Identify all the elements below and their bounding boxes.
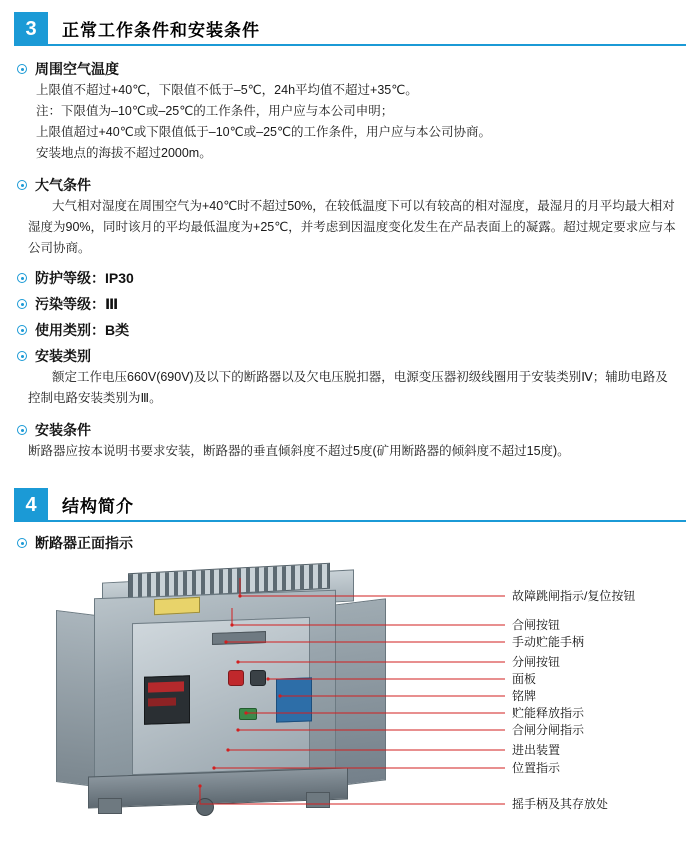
bullet-heading (0, 421, 700, 439)
breaker-foot-right (306, 792, 330, 808)
callout-label: 面板 (512, 672, 537, 686)
bullet-heading-label: 安装类别 (35, 348, 91, 364)
bullet-circle-icon (16, 179, 30, 193)
breaker-open-button (250, 670, 266, 686)
bullet-heading-label: 断路器正面指示 (35, 535, 133, 551)
section-title: 结构简介 (62, 496, 134, 516)
content-block (0, 295, 700, 313)
content-block (0, 347, 700, 409)
section-number: 4 (14, 488, 48, 522)
bullet-circle-icon (16, 537, 30, 551)
breaker-close-button (228, 670, 244, 686)
callout-label: 进出装置 (512, 743, 561, 757)
paragraph: 注：下限值为–10℃或–25℃的工作条件，用户应与本公司申明； (36, 104, 394, 118)
content-block (0, 534, 700, 552)
bullet-heading (0, 347, 700, 365)
bullet-heading-label: 使用类别：B类 (35, 322, 130, 338)
breaker-charging-handle (212, 631, 266, 645)
callout-label: 合闸分闸指示 (512, 723, 585, 737)
breaker-display-readout-secondary (148, 698, 176, 707)
content-block (0, 60, 700, 164)
callout-label: 分闸按钮 (512, 655, 561, 669)
content-block (0, 321, 700, 339)
content-block (0, 421, 700, 462)
content-block (0, 176, 700, 259)
breaker-warning-label (154, 597, 200, 615)
bullet-heading (0, 60, 700, 78)
document-page (0, 12, 700, 867)
breaker-nameplate (276, 677, 312, 722)
callout-label: 合闸按钮 (512, 618, 561, 632)
bullet-heading-label: 周围空气温度 (35, 61, 119, 77)
bullet-circle-icon (16, 324, 30, 338)
section-header-4 (14, 488, 686, 522)
bullet-heading (0, 269, 700, 287)
bullet-heading-label: 防护等级：IP30 (35, 270, 134, 286)
bullet-circle-icon (16, 272, 30, 286)
bullet-heading (0, 534, 700, 552)
bullet-circle-icon (16, 298, 30, 312)
breaker-foot-left (98, 798, 122, 814)
section-title-bar (48, 12, 686, 46)
paragraph: 额定工作电压660V(690V)及以下的断路器以及欠电压脱扣器，电源变压器初级线圈用于安装类别Ⅳ；辅助电路及控制电路安装类别为Ⅲ。 (28, 370, 668, 405)
content-block (0, 269, 700, 287)
section-number: 3 (14, 12, 48, 46)
bullet-heading-label: 安装条件 (35, 422, 91, 438)
bullet-heading (0, 295, 700, 313)
bullet-circle-icon (16, 424, 30, 438)
bullet-circle-icon (16, 63, 30, 77)
breaker-crank-socket (196, 798, 214, 816)
breaker-photo (36, 558, 496, 816)
breaker-display-readout (148, 681, 184, 692)
callout-label: 铭牌 (512, 689, 537, 703)
paragraph: 上限值不超过+40℃，下限值不低于–5℃，24h平均值不超过+35℃。 (36, 83, 418, 97)
callout-label: 位置指示 (512, 761, 561, 775)
callout-label: 贮能释放指示 (512, 706, 585, 720)
breaker-front-figure (0, 558, 700, 823)
breaker-indicator (239, 708, 257, 720)
bullet-heading-label: 大气条件 (35, 177, 91, 193)
paragraph: 安装地点的海拔不超过2000m。 (36, 146, 212, 160)
bullet-heading (0, 176, 700, 194)
callout-label: 故障跳闸指示/复位按钮 (512, 589, 636, 603)
section-title: 正常工作条件和安装条件 (62, 20, 260, 40)
bullet-heading-label: 污染等级：Ⅲ (35, 296, 119, 312)
paragraph: 大气相对湿度在周围空气为+40℃时不超过50%，在较低温度下可以有较高的相对湿度，最湿月的月平均最大相对湿度为90%，同时该月的平均最低温度为+25℃，并考虑到因温度变化发生在产品表面上的凝露。超过规定要求应与本公司协商。 (28, 199, 676, 255)
section-title-bar (48, 488, 686, 522)
callout-label: 摇手柄及其存放处 (512, 797, 609, 811)
paragraph: 断路器应按本说明书要求安装，断路器的垂直倾斜度不超过5度(矿用断路器的倾斜度不超过15度)。 (28, 444, 570, 458)
callout-label: 手动贮能手柄 (512, 635, 585, 649)
bullet-heading (0, 321, 700, 339)
paragraph: 上限值超过+40℃或下限值低于–10℃或–25℃的工作条件，用户应与本公司协商。 (36, 125, 492, 139)
bullet-circle-icon (16, 350, 30, 364)
section-header-3 (14, 12, 686, 46)
